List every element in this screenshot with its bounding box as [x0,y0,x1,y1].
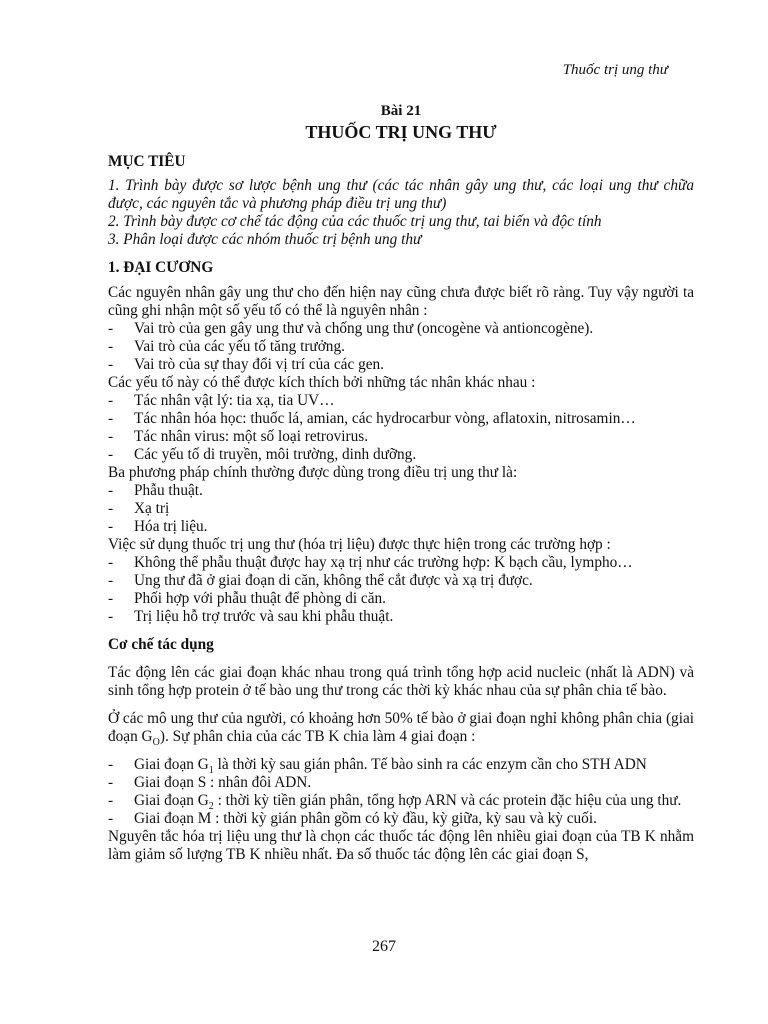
paragraph: Ba phương pháp chính thường được dùng trong điều trị ung thư là: [108,464,518,481]
section-heading: 1. ĐẠI CƯƠNG [108,259,214,276]
paragraph: Nguyên tắc hóa trị liệu ung thư là chọn các thuốc tác động lên nhiều giai đoạn của TB K nhằm làm giảm số lượng TB K nhiều nhất. Đa số thuốc tác động lên các giai đoạn S, [108,828,694,863]
paragraph: Các yếu tố này có thể được kích thích bởi những tác nhân khác nhau : [108,374,536,391]
objective-item: 2. Trình bày được cơ chế tác động của các thuốc trị ung thư, tai biến và độc tính [108,213,602,230]
lesson-number: Bài 21 [380,103,422,119]
list-item: - Trị liệu hỗ trợ trước và sau khi phẫu thuật. [108,608,394,625]
list-item: - Tác nhân vật lý: tia xạ, tia UV… [108,392,335,409]
objective-item: 3. Phân loại được các nhóm thuốc trị bệnh ung thư [108,231,422,248]
list-item: - Vai trò của sự thay đổi vị trí của các gen. [108,356,384,373]
phases-list [108,756,694,828]
subsection-heading: Cơ chế tác dụng [108,636,214,653]
list-item: - Tác nhân hóa học: thuốc lá, amian, các hydrocarbur vòng, aflatoxin, nitrosamin… [108,410,636,427]
list-item: - Xạ trị [108,500,170,517]
list-item: - Giai đoạn S : nhân đôi ADN. [108,774,312,791]
list-item: - Không thể phẫu thuật được hay xạ trị như các trường hợp: K bạch cầu, lympho… [108,554,633,571]
paragraph: Ở các mô ung thư của người, có khoảng hơn 50% tế bào ở giai đoạn nghỉ không phân chia (giai đoạn $G_O$). Sự phân chia của các TB K chia làm 4 giai đoạn : [108,710,694,749]
objectives-list [108,177,694,249]
page-number: 267 [372,938,396,955]
list-item: - Giai đoạn $G_2$ : thời kỳ tiền gián phân, tổng hợp ARN và các protein đặc hiệu của ung thư. [108,792,682,813]
running-header: Thuốc trị ung thư [562,62,668,78]
list-item: - Vai trò của gen gây ung thư và chống ung thư (oncogène và antioncogène). [108,320,594,337]
paragraph: Các nguyên nhân gây ung thư cho đến hiện nay cũng chưa được biết rõ ràng. Tuy vậy người ta cũng ghi nhận một số yếu tố có thể là nguyên nhân : [108,284,694,319]
paragraph: Tác động lên các giai đoạn khác nhau trong quá trình tổng hợp acid nucleic (nhất là ADN) và sinh tổng hợp protein ở tế bào ung thư trong các thời kỳ khác nhau của sự phân chia tế bào. [108,664,694,699]
list-item: - Phối hợp với phẫu thuật để phòng di căn. [108,590,386,607]
objective-item: 1. Trình bày được sơ lược bệnh ung thư (các tác nhân gây ung thư, các loại ung thư chữa được, các nguyên tắc và phương pháp điều trị ung thư) [108,177,694,212]
page-body [108,100,694,864]
list-item: - Các yếu tố di truyền, môi trường, dinh dưỡng. [108,446,417,463]
list-item: - Giai đoạn M : thời kỳ gián phân gồm có kỳ đầu, kỳ giữa, kỳ sau và kỳ cuối. [108,810,597,827]
list-item: - Ung thư đã ở giai đoạn di căn, không thể cắt được và xạ trị được. [108,572,533,589]
list-item: - Hóa trị liệu. [108,518,208,535]
lesson-title: THUỐC TRỊ UNG THƯ [305,122,497,142]
list-item: - Giai đoạn $G_1$ là thời kỳ sau gián phân. Tế bào sinh ra các enzym cần cho STH ADN [108,756,647,777]
objectives-heading: MỤC TIÊU [108,153,186,170]
list-item: - Tác nhân virus: một số loại retrovirus. [108,428,369,445]
list-item: - Phẫu thuật. [108,482,203,499]
list-item: - Vai trò của các yếu tố tăng trưởng. [108,338,345,355]
paragraph: Việc sử dụng thuốc trị ung thư (hóa trị liệu) được thực hiện trong các trường hợp : [108,536,611,553]
